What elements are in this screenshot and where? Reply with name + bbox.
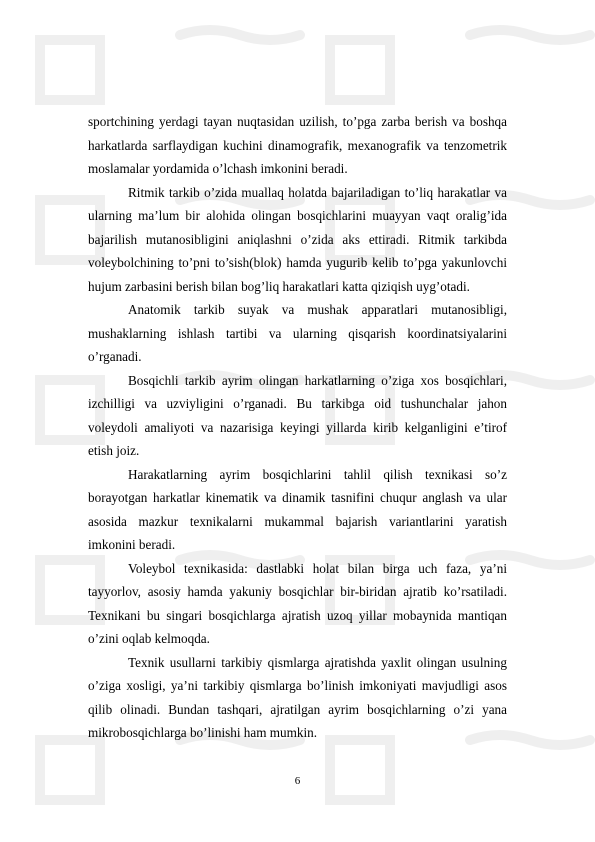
page-number: 6 xyxy=(294,775,301,787)
paragraph: Bosqichli tarkib ayrim olingan harkatlarning o’ziga xos bosqichlari, izchilligi va uzviyligini o’rganadi. Bu tarkibga oid tushunchalar jahon voleydoli amaliyoti va nazarisiga keyingi yillarda kirib kelganligini e’tirof etish joiz. xyxy=(88,372,507,458)
body-text xyxy=(88,110,507,745)
paragraph: Harakatlarning ayrim bosqichlarini tahlil qilish texnikasi so’z borayotgan harkatlar kinematik va dinamik tasnifini chuqur anglash va ular asosida mazkur texnikalarni mukammal bajarish variantlarini yaratish imkonini beradi. xyxy=(88,466,507,552)
paragraph: Ritmik tarkib o’zida muallaq holatda bajariladigan to’liq harakatlar va ularning ma’lum bir alohida olingan bosqichlarini muayyan vaqt oralig’ida bajarilish mutanosibligini aniqlashni o’zida aks ettiradi. Ritmik tarkibda voleybolchining to’pni to’sish(blok) hamda yugurib kelib to’pga yakunlovchi hujum zarbasini berish bilan bog’liq harakatlari katta qiziqish uyg’otadi. xyxy=(88,184,507,294)
paragraph: sportchining yerdagi tayan nuqtasidan uzilish, to’pga zarba berish va boshqa harkatlarda sarflaydigan kuchini dinamografik, mexanografik va tenzometrik moslamalar yordamida o’lchash imkonini beradi. xyxy=(88,114,507,176)
paragraph: Voleybol texnikasida: dastlabki holat bilan birga uch faza, ya’ni tayyorlov, asosiy hamda yakuniy bosqichlar bir-biridan ajratib ko’rsatiladi. Texnikani bu singari bosqichlarga ajratish uzoq yillar mobaynida mantiqan o’zini oqlab kelmoqda. xyxy=(88,560,507,646)
paragraph: Anatomik tarkib suyak va mushak apparatlari mutanosibligi, mushaklarning ishlash tartibi va ularning qisqarish koordinatsiyalarini o’rganadi. xyxy=(88,302,507,364)
paragraph: Texnik usullarni tarkibiy qismlarga ajratishda yaxlit olingan usulning o’ziga xosligi, ya’ni tarkibiy qismlarga bo’linish imkoniyati mavjudligi asos qilib olinadi. Bundan tashqari, ajratilgan ayrim bosqichlarning o’zi yana mikrobosqichlarga bo’linishi ham mumkin. xyxy=(88,654,507,740)
